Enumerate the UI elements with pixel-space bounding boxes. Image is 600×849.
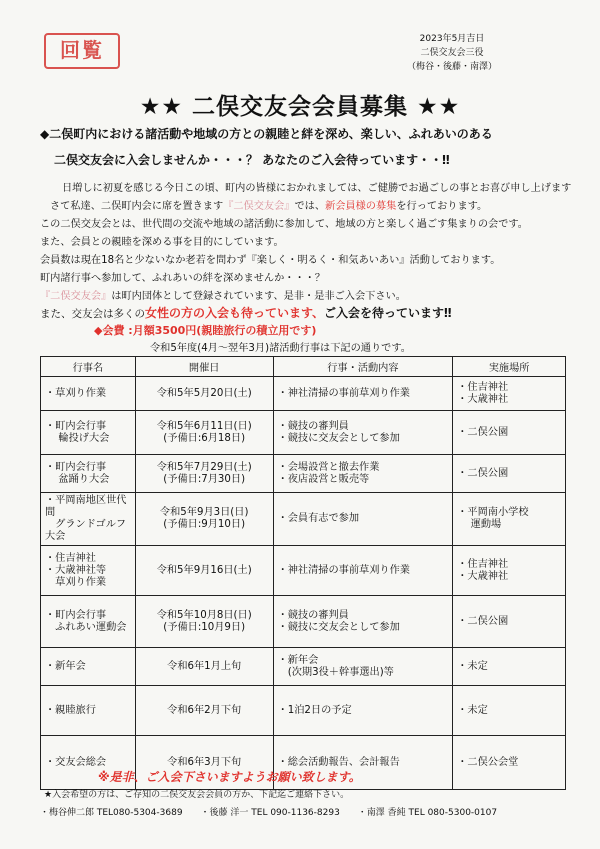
event-location: ・二俣公園 xyxy=(453,455,566,493)
table-row xyxy=(41,411,566,455)
event-date: 令和5年9月16日(土) xyxy=(135,546,273,596)
event-date: 令和6年1月上旬 xyxy=(135,648,273,686)
event-name: ・町内会行事 ふれあい運動会 xyxy=(41,596,136,648)
event-name: ・新年会 xyxy=(41,648,136,686)
event-location: ・二俣公園 xyxy=(453,596,566,648)
col-header-location: 実施場所 xyxy=(453,357,566,377)
event-location: ・未定 xyxy=(453,648,566,686)
event-name: ・町内会行事 盆踊り大会 xyxy=(41,455,136,493)
event-location: ・二俣公園 xyxy=(453,411,566,455)
event-activity: ・新年会 (次期3役＋幹事選出)等 xyxy=(273,648,453,686)
event-activity: ・1泊2日の予定 xyxy=(273,686,453,736)
event-date: 令和5年9月3日(日) (予備日:9月10日) xyxy=(135,493,273,546)
membership-fee: ◆会費 :月額3500円(親睦旅行の積立用です) xyxy=(94,324,317,337)
event-activity: ・総会活動報告、会計報告 xyxy=(273,736,453,790)
table-row xyxy=(41,648,566,686)
event-name: ・交友会総会 xyxy=(41,736,136,790)
col-header-date: 開催日 xyxy=(135,357,273,377)
body-para-3: この二俣交友会とは、世代間の交流や地域の諸活動に参加して、地域の方と楽しく過ごす集まりの会です。 xyxy=(40,219,528,230)
body-para-6: 町内諸行事へ参加して、ふれあいの絆を深めませんか・・・？ xyxy=(40,273,326,284)
event-date: 令和5年7月29日(土) (予備日:7月30日) xyxy=(135,455,273,493)
event-name: ・草刈り作業 xyxy=(41,377,136,411)
table-row xyxy=(41,377,566,411)
schedule-caption: 令和5年度(4月～翌年3月)諸活動行事は下記の通りです。 xyxy=(150,343,411,354)
table-row xyxy=(41,493,566,546)
event-activity: ・神社清掃の事前草刈り作業 xyxy=(273,377,453,411)
lead-line-1: ◆二俣町内における諸活動や地域の方との親睦と絆を深め、楽しい、ふれあいのある xyxy=(40,127,493,141)
event-activity: ・神社清掃の事前草刈り作業 xyxy=(273,546,453,596)
body-para-1: 日増しに初夏を感じる今日この頃、町内の皆様におかれましては、ご健勝でお過ごしの事とお喜び申し上げます xyxy=(62,183,572,194)
header-date: 2023年5月吉日 xyxy=(419,34,485,44)
page-title: ★★ 二俣交友会会員募集 ★★ xyxy=(139,94,461,120)
event-location: ・二俣公会堂 xyxy=(453,736,566,790)
footer-contacts: ・梅谷伸二郎 TEL080-5304-3689 ・後藤 洋一 TEL 090-1136-8293 ・南澤 香純 TEL 080-5300-0107 xyxy=(40,808,498,818)
col-header-activity: 行事・活動内容 xyxy=(273,357,453,377)
table-row xyxy=(41,596,566,648)
event-location: ・住吉神社 ・大歳神社 xyxy=(453,377,566,411)
body-para-5: 会員数は現在18名と少ないなか老若を問わず『楽しく・明るく・和気あいあい』活動しております。 xyxy=(40,255,501,266)
event-activity: ・競技の審判員 ・競技に交友会として参加 xyxy=(273,596,453,648)
event-date: 令和5年5月20日(土) xyxy=(135,377,273,411)
event-activity: ・競技の審判員 ・競技に交友会として参加 xyxy=(273,411,453,455)
event-location: ・平岡南小学校 運動場 xyxy=(453,493,566,546)
header-names: （梅谷・後藤・南澤） xyxy=(406,62,497,72)
body-para-2: さて私達、二俣町内会に席を置きます『二俣交友会』では、新会員様の募集を行っております。 xyxy=(50,201,488,212)
table-row xyxy=(41,546,566,596)
lead-line-2: 二俣交友会に入会しませんか・・・？ あなたのご入会待っています・・‼ xyxy=(54,153,450,167)
event-location: ・住吉神社 ・大歳神社 xyxy=(453,546,566,596)
schedule-table xyxy=(40,356,566,790)
event-activity: ・会場設営と撤去作業 ・夜店設営と販売等 xyxy=(273,455,453,493)
header-block xyxy=(392,32,512,74)
table-row xyxy=(41,455,566,493)
event-name: ・平岡南地区世代間 グランドゴルフ大会 xyxy=(41,493,136,546)
event-date: 令和5年6月11日(日) (予備日:6月18日) xyxy=(135,411,273,455)
event-name: ・親睦旅行 xyxy=(41,686,136,736)
event-activity: ・会員有志で参加 xyxy=(273,493,453,546)
schedule-header-row xyxy=(41,357,566,377)
event-name: ・町内会行事 輪投げ大会 xyxy=(41,411,136,455)
event-date: 令和5年10月8日(日) (予備日:10月9日) xyxy=(135,596,273,648)
col-header-event: 行事名 xyxy=(41,357,136,377)
table-row xyxy=(41,686,566,736)
kairan-stamp: 回覧 xyxy=(44,33,120,69)
event-date: 令和6年2月下旬 xyxy=(135,686,273,736)
event-date: 令和6年3月下旬 xyxy=(135,736,273,790)
body-para-7: 『二俣交友会』は町内団体として登録されています、是非・是非ご入会下さい。 xyxy=(40,291,406,302)
event-name: ・住吉神社 ・大歳神社等 草刈り作業 xyxy=(41,546,136,596)
header-org: 二俣交友会三役 xyxy=(420,48,484,58)
footer-request: ※是非、ご入会下さいますようお願い致します。 xyxy=(98,770,361,784)
footer-note: ★入会希望の方は、ご存知の二俣交友会会員の方か、下記迄ご連絡下さい。 xyxy=(44,790,350,800)
event-location: ・未定 xyxy=(453,686,566,736)
body-para-4: また、会員との親睦を深める事を目的にしています。 xyxy=(40,237,284,248)
body-para-8: また、交友会は多くの女性の方の入会も待っています、ご入会を待っています‼ xyxy=(40,306,452,320)
